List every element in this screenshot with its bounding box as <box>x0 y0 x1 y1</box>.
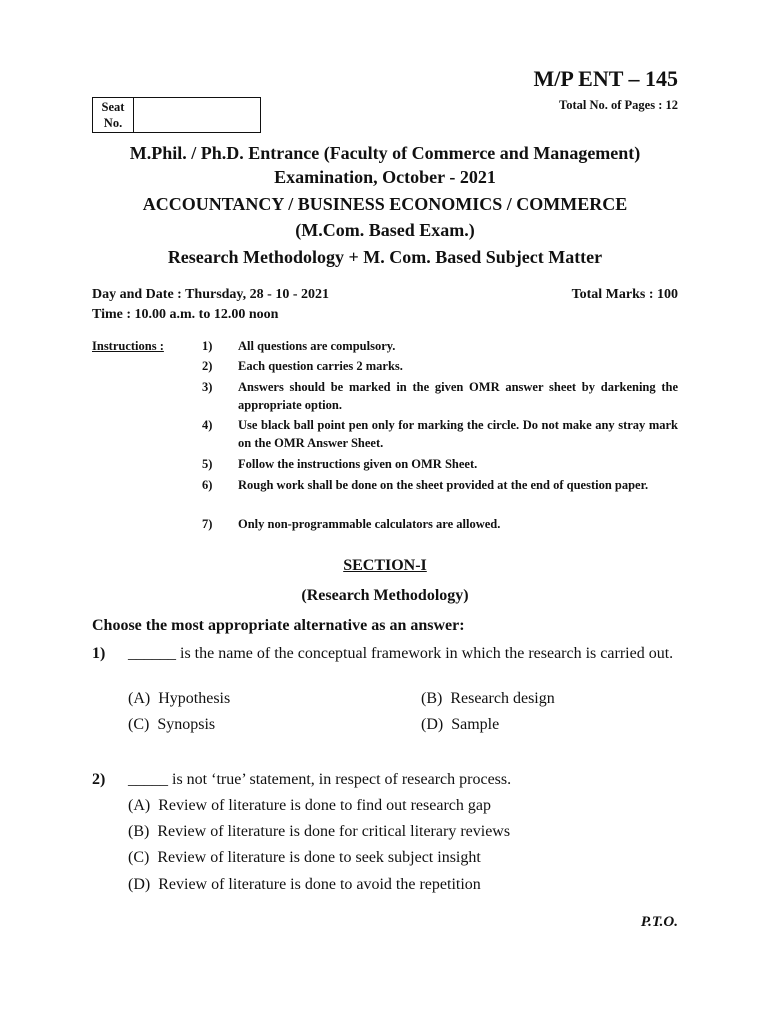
seat-label-line2: No. <box>103 116 123 130</box>
seat-number-box <box>92 97 261 133</box>
option-label: (B) <box>421 690 443 707</box>
question-text: ______ is the name of the conceptual framework in which the research is carried out. <box>128 645 674 662</box>
instruction-number: 3) <box>202 380 213 394</box>
exam-title-line2: Examination, October - 2021 <box>274 167 496 187</box>
section-subtitle: (Research Methodology) <box>301 587 469 604</box>
instruction-text: Follow the instructions given on OMR Sheet. <box>238 457 478 471</box>
option-text: Review of literature is done to seek subject insight <box>157 849 481 866</box>
exam-subjects: ACCOUNTANCY / BUSINESS ECONOMICS / COMMERCE <box>142 194 628 214</box>
exam-basis: (M.Com. Based Exam.) <box>295 220 475 240</box>
instruction-number: 7) <box>202 517 213 531</box>
section-title: SECTION-I <box>343 557 427 574</box>
instruction-number: 5) <box>202 457 213 471</box>
please-turn-over: P.T.O. <box>640 914 678 930</box>
option-d <box>128 876 481 894</box>
instruction-number: 2) <box>202 359 213 373</box>
instruction-item <box>202 515 678 533</box>
option-c <box>128 716 215 734</box>
question-number: 2) <box>92 771 106 788</box>
option-text: Review of literature is done for critical literary reviews <box>157 823 511 840</box>
instruction-number: 6) <box>202 478 213 492</box>
instruction-number: 4) <box>202 418 213 432</box>
option-text: Review of literature is done to find out research gap <box>158 797 491 814</box>
option-label: (D) <box>128 876 151 893</box>
option-b <box>128 823 510 841</box>
option-text: Hypothesis <box>158 690 231 707</box>
question-text: _____ is not ‘true’ statement, in respect of research process. <box>128 771 512 788</box>
exam-paper-title: Research Methodology + M. Com. Based Subject Matter <box>167 247 603 267</box>
instruction-item <box>202 416 678 452</box>
instruction-number: 1) <box>202 339 213 353</box>
option-a <box>128 797 491 815</box>
option-label: (B) <box>128 823 150 840</box>
option-label: (A) <box>128 690 151 707</box>
day-and-date: Day and Date : Thursday, 28 - 10 - 2021 <box>92 287 329 302</box>
option-label: (C) <box>128 849 150 866</box>
exam-title-line1: M.Phil. / Ph.D. Entrance (Faculty of Commerce and Management) <box>129 143 641 163</box>
question-number: 1) <box>92 645 106 662</box>
instruction-text: Only non-programmable calculators are allowed. <box>238 517 501 531</box>
seat-number-field <box>134 98 260 132</box>
instruction-item <box>202 455 678 473</box>
option-text: Review of literature is done to avoid the repetition <box>158 876 481 893</box>
exam-time: Time : 10.00 a.m. to 12.00 noon <box>92 307 279 322</box>
option-label: (C) <box>128 716 150 733</box>
instruction-item <box>202 357 678 375</box>
total-marks: Total Marks : 100 <box>571 287 678 302</box>
instructions-heading: Instructions : <box>92 339 164 353</box>
instruction-text: Rough work shall be done on the sheet provided at the end of question paper. <box>238 478 649 492</box>
total-pages: Total No. of Pages : 12 <box>559 98 678 112</box>
instruction-text: Use black ball point pen only for marking the circle. Do not make any stray mark on the OMR Answer Sheet. <box>238 418 678 450</box>
instruction-text: All questions are compulsory. <box>238 339 396 353</box>
section-directive: Choose the most appropriate alternative as an answer: <box>92 617 465 634</box>
seat-label-line1: Seat <box>101 100 125 114</box>
option-text: Sample <box>451 716 500 733</box>
instruction-text: Answers should be marked in the given OMR answer sheet by darkening the appropriate option. <box>238 380 678 412</box>
option-b <box>421 690 555 708</box>
option-text: Synopsis <box>157 716 216 733</box>
instruction-item <box>202 476 678 494</box>
option-text: Research design <box>450 690 555 707</box>
seat-label <box>93 98 134 132</box>
option-label: (A) <box>128 797 151 814</box>
instruction-text: Each question carries 2 marks. <box>238 359 403 373</box>
instruction-item <box>202 378 678 414</box>
option-d <box>421 716 499 734</box>
option-a <box>128 690 230 708</box>
option-label: (D) <box>421 716 444 733</box>
paper-code: M/P ENT – 145 <box>533 66 678 91</box>
option-c <box>128 849 481 867</box>
instruction-item <box>202 337 678 355</box>
